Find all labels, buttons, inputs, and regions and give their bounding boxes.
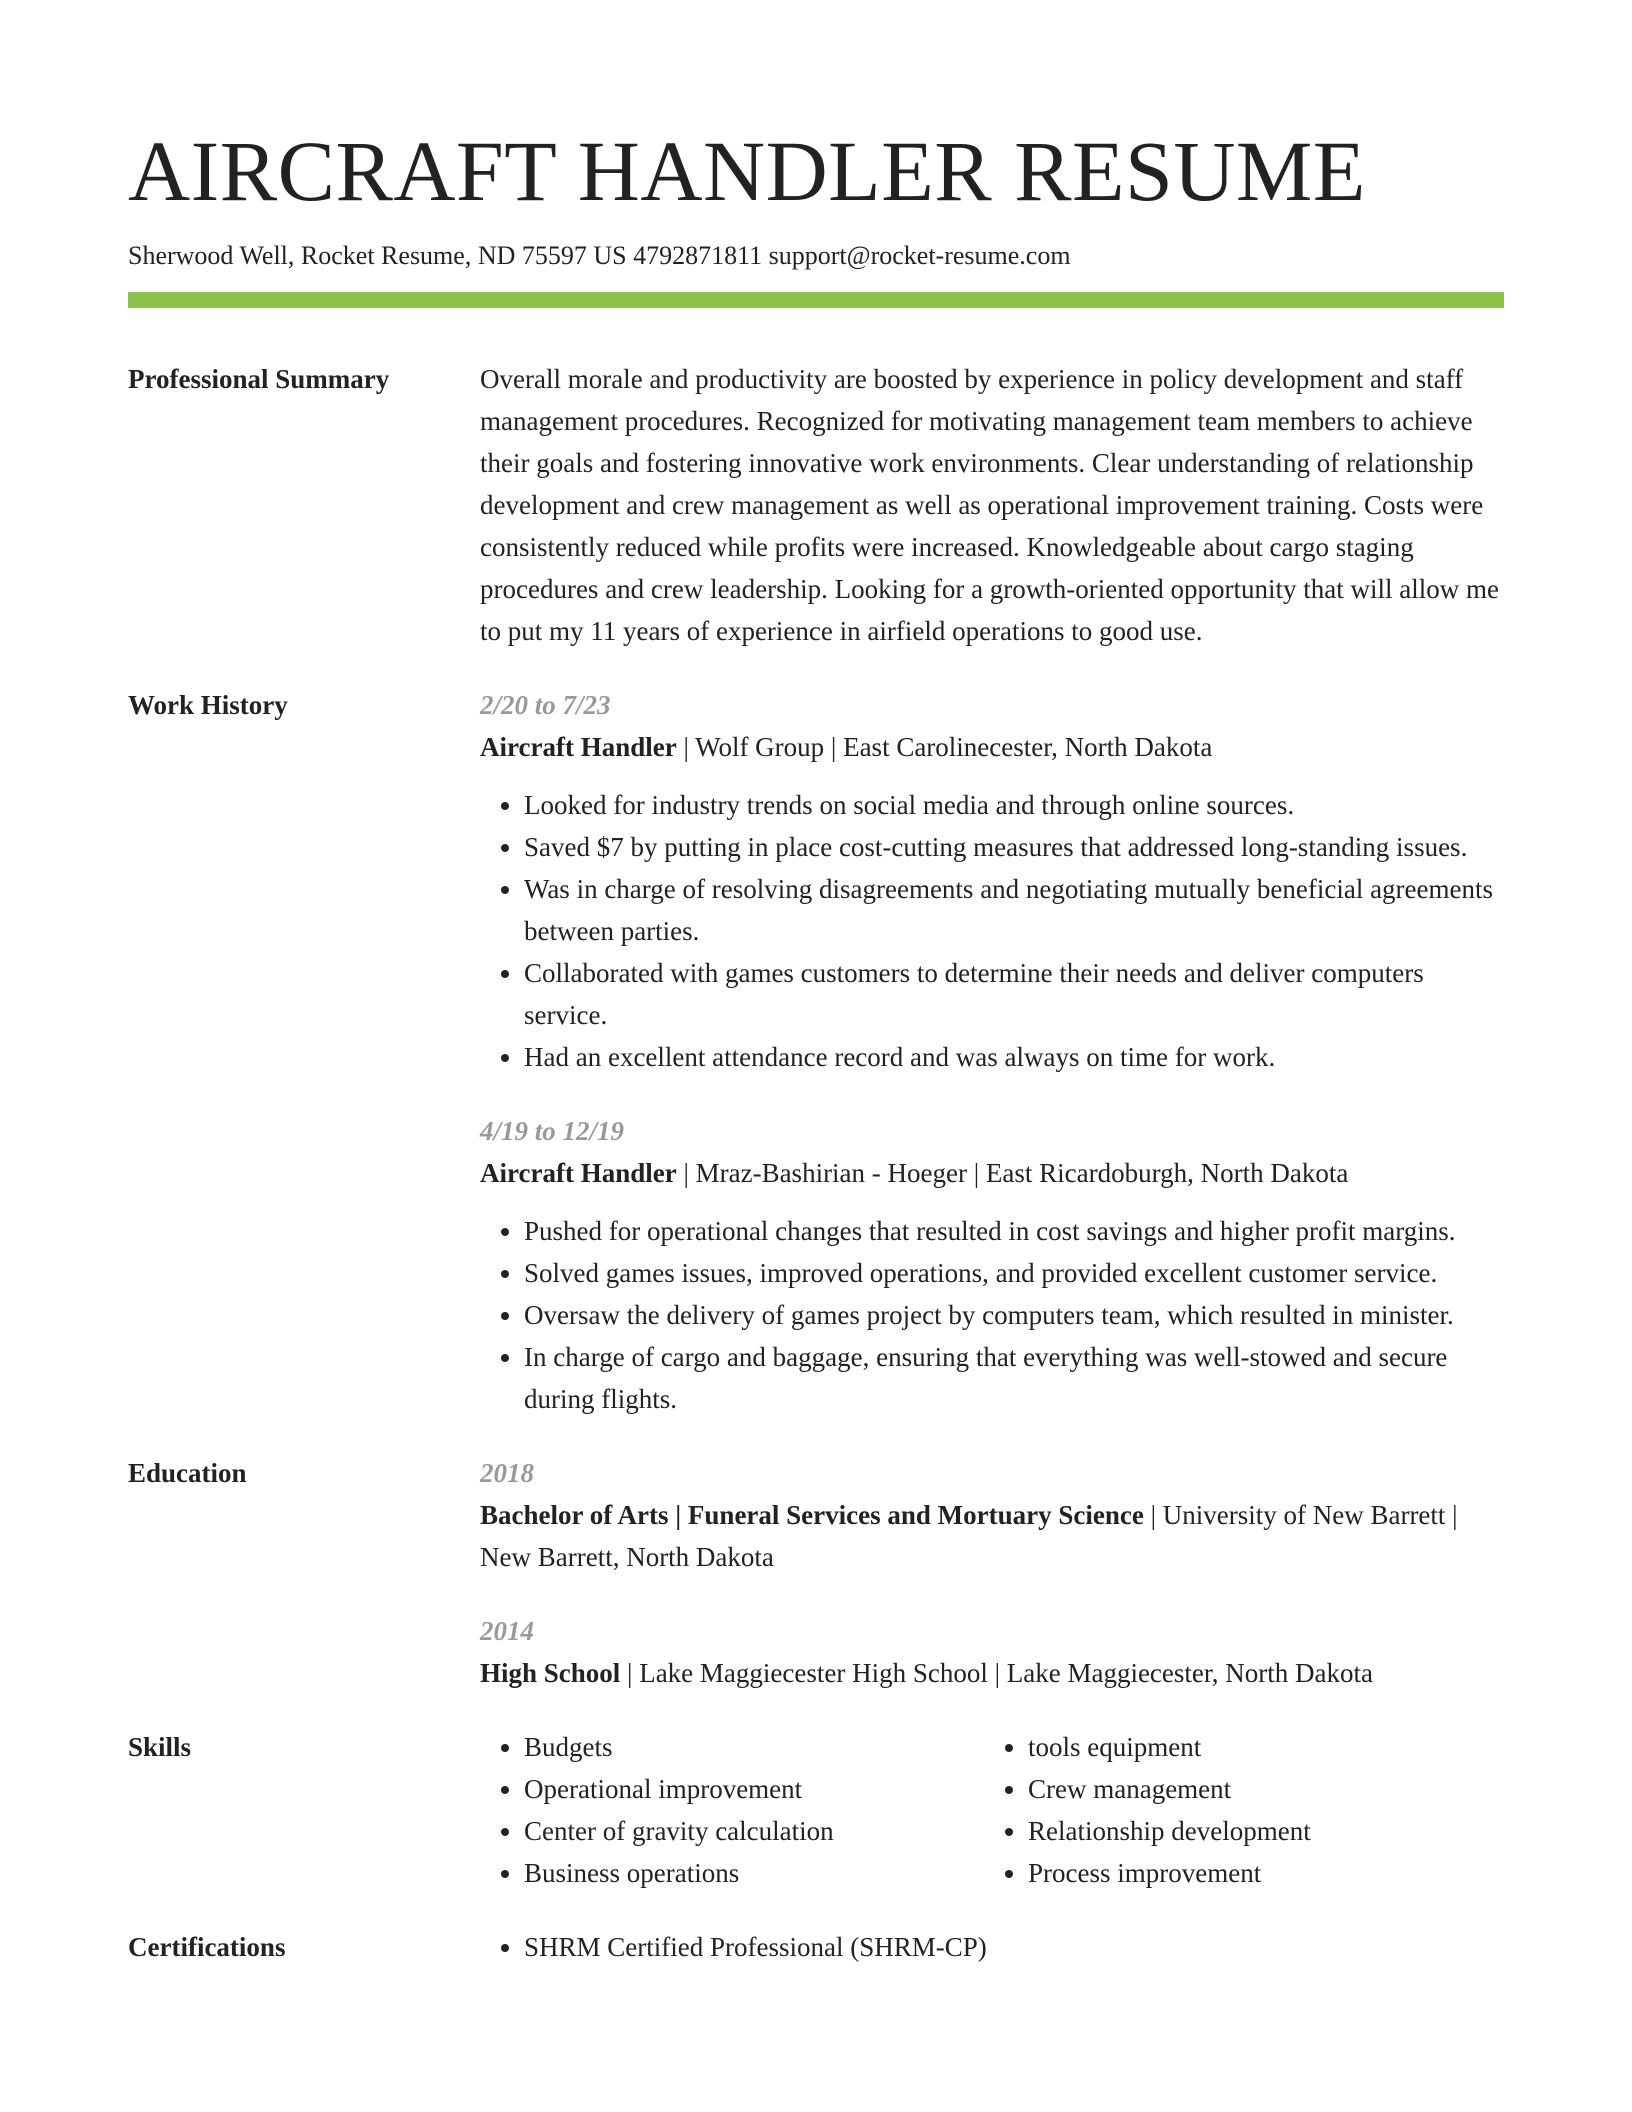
skill-item: • Operational improvement (524, 1768, 984, 1810)
bullet-item: • Saved $7 by putting in place cost-cutting measures that addressed long-standing issues. (524, 826, 1504, 868)
bullet-item: • In charge of cargo and baggage, ensuring that everything was well-stowed and secure during flights. (524, 1336, 1504, 1420)
job-role-line (480, 726, 1504, 768)
education-label: Education (128, 1458, 247, 1488)
education-entry (480, 1610, 1504, 1694)
skill-item: • Process improvement (1028, 1852, 1488, 1894)
contact-line: Sherwood Well, Rocket Resume, ND 75597 US 4792871811 support@rocket-resume.com (128, 241, 1071, 270)
education-details: | University of New Barrett | New Barrett, North Dakota (480, 1500, 1458, 1572)
certifications-label: Certifications (128, 1932, 286, 1962)
job-entry (480, 1110, 1504, 1420)
certifications-section (128, 1926, 1504, 1968)
education-entry (480, 1452, 1504, 1578)
bullet-item: • Collaborated with games customers to determine their needs and deliver computers service. (524, 952, 1504, 1036)
summary-section (128, 358, 1504, 652)
skill-item: • Center of gravity calculation (524, 1810, 984, 1852)
job-details: | Mraz-Bashirian - Hoeger | East Ricardoburgh, North Dakota (676, 1158, 1349, 1188)
bullet-item: • Oversaw the delivery of games project by computers team, which resulted in minister. (524, 1294, 1504, 1336)
job-bullets (480, 784, 1504, 1078)
job-bullets (480, 1210, 1504, 1420)
education-year: 2014 (480, 1616, 534, 1646)
skills-grid (480, 1726, 1504, 1894)
certification-item: • SHRM Certified Professional (SHRM-CP) (524, 1926, 1504, 1968)
education-section (128, 1452, 1504, 1694)
job-title: Aircraft Handler (480, 732, 677, 762)
accent-divider (128, 292, 1504, 308)
skills-section (128, 1726, 1504, 1894)
education-details: | Lake Maggiecester High School | Lake Maggiecester, North Dakota (620, 1658, 1374, 1688)
bullet-item: • Solved games issues, improved operations, and provided excellent customer service. (524, 1252, 1504, 1294)
bullet-item: • Pushed for operational changes that resulted in cost savings and higher profit margins. (524, 1210, 1504, 1252)
skill-item: • Relationship development (1028, 1810, 1488, 1852)
education-degree: High School (480, 1658, 621, 1688)
work-history-label: Work History (128, 690, 288, 720)
job-role-line (480, 1152, 1504, 1194)
bullet-item: • Looked for industry trends on social media and through online sources. (524, 784, 1504, 826)
skill-item: • tools equipment (1028, 1726, 1488, 1768)
resume-page (128, 118, 1504, 1968)
resume-title: AIRCRAFT HANDLER RESUME (128, 123, 1366, 219)
skills-column-left (480, 1726, 984, 1894)
education-year: 2018 (480, 1458, 534, 1488)
bullet-item: • Was in charge of resolving disagreements and negotiating mutually beneficial agreements between parties. (524, 868, 1504, 952)
job-dates: 4/19 to 12/19 (480, 1116, 625, 1146)
certifications-list (480, 1926, 1504, 1968)
skill-item: • Business operations (524, 1852, 984, 1894)
skill-item: • Crew management (1028, 1768, 1488, 1810)
education-line (480, 1652, 1504, 1694)
summary-text: Overall morale and productivity are boosted by experience in policy development and staff management procedures. Recognized for motivating management team members to achieve their goals and fostering innovative work environments. Clear understanding of relationship development and crew management as well as operational improvement training. Costs were consistently reduced while profits were increased. Knowledgeable about cargo staging procedures and crew leadership. Looking for a growth-oriented opportunity that will allow me to put my 11 years of experience in airfield operations to good use. (480, 364, 1499, 646)
job-details: | Wolf Group | East Carolinecester, North Dakota (676, 732, 1213, 762)
summary-label: Professional Summary (128, 364, 390, 394)
work-history-section (128, 684, 1504, 1420)
job-title: Aircraft Handler (480, 1158, 677, 1188)
skills-column-right (984, 1726, 1488, 1894)
job-entry (480, 684, 1504, 1078)
bullet-item: • Had an excellent attendance record and was always on time for work. (524, 1036, 1504, 1078)
skills-label: Skills (128, 1732, 192, 1762)
job-dates: 2/20 to 7/23 (480, 690, 611, 720)
education-degree: Bachelor of Arts | Funeral Services and Mortuary Science (480, 1500, 1144, 1530)
education-line (480, 1494, 1504, 1578)
skill-item: • Budgets (524, 1726, 984, 1768)
